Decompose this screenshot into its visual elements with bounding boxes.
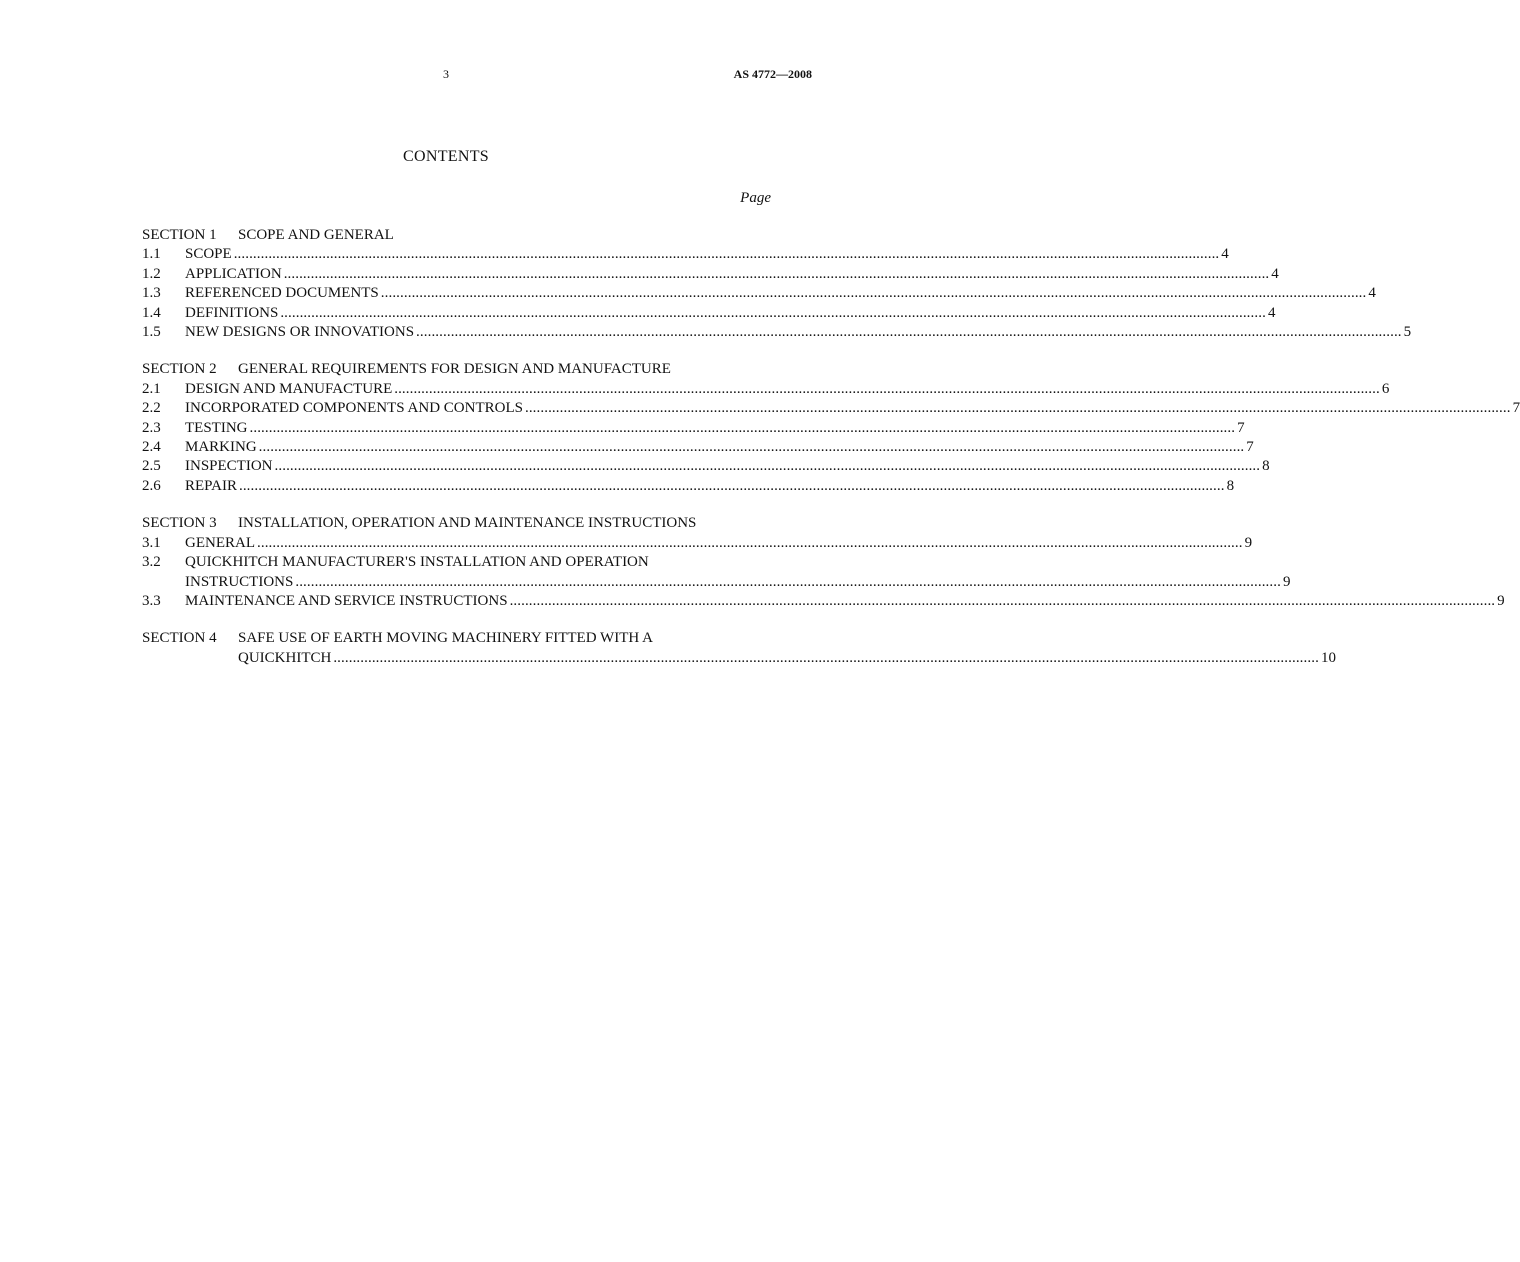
entry-page: 9 [1244,534,1253,551]
entry-number: 2.1 [142,380,161,397]
entry-title: DEFINITIONS [185,304,279,321]
entry-page: 6 [1381,380,1390,397]
dot-leader [284,265,1270,284]
section-heading [142,514,772,533]
entry-page: 7 [1246,439,1254,456]
entry-title: REFERENCED DOCUMENTS [185,285,379,302]
dot-leader [510,592,1496,611]
entry-title: INSPECTION [185,458,273,475]
toc-entry[interactable] [142,304,1276,323]
section-label: SECTION 2 [142,361,217,378]
toc-entry[interactable] [142,534,1253,553]
section-label: SECTION 1 [142,227,217,243]
entry-number: 1.5 [142,324,161,341]
dot-leader [333,649,1319,668]
entry-number: 1.1 [142,246,161,263]
toc-entry[interactable] [142,323,1412,342]
toc-entry[interactable] [142,265,1279,284]
toc-section-4[interactable] [142,629,1336,668]
entry-page: 8 [1226,477,1235,494]
section-title: INSTALLATION, OPERATION AND MAINTENANCE INSTRUCTIONS [238,515,697,532]
entry-title: NEW DESIGNS OR INNOVATIONS [185,324,415,341]
entry-number: 2.2 [142,400,161,417]
document-id: AS 4772—2008 [733,67,812,81]
entry-title-line-1: QUICKHITCH MANUFACTURER'S INSTALLATION AND OPERATION [185,554,649,571]
page-number: 3 [443,67,449,81]
entry-number: 3.3 [142,592,161,609]
toc-entry[interactable] [142,592,1505,611]
entry-number: 1.3 [142,285,161,302]
entry-title: APPLICATION [185,265,282,282]
entry-page: 7 [1512,400,1520,417]
contents-title: CONTENTS [403,148,489,165]
toc-entry[interactable] [142,419,1245,438]
toc-entry[interactable] [142,245,1229,264]
section-label: SECTION 3 [142,515,217,532]
entry-page: 4 [1267,304,1276,321]
toc-entry[interactable] [142,399,1520,418]
entry-number: 3.1 [142,534,161,551]
entry-title: INCORPORATED COMPONENTS AND CONTROLS [185,400,523,417]
entry-number: 2.4 [142,439,161,456]
dot-leader [394,380,1380,399]
toc-section-1 [142,226,1412,342]
entry-number: 1.4 [142,304,161,321]
toc-entry[interactable] [142,380,1390,399]
dot-leader [239,477,1225,496]
entry-title: DESIGN AND MANUFACTURE [185,380,393,397]
section-heading [142,360,772,379]
section-heading [142,629,772,648]
entry-title: SCOPE [185,246,232,263]
toc-entry[interactable] [142,457,1270,476]
dot-leader [250,419,1236,438]
entry-page: 9 [1282,573,1291,590]
dot-leader [280,304,1266,323]
entry-title: REPAIR [185,477,237,494]
dot-leader [295,573,1281,592]
entry-title: MAINTENANCE AND SERVICE INSTRUCTIONS [185,592,508,609]
entry-number: 2.3 [142,419,161,436]
entry-title: GENERAL [185,534,255,551]
toc-entry[interactable] [142,553,1291,592]
entry-title: MARKING [185,439,257,456]
dot-leader [381,284,1367,303]
section-title: SCOPE AND GENERAL [238,227,394,243]
entry-page: 4 [1271,265,1279,282]
entry-number: 2.5 [142,458,161,475]
section-label: SECTION 4 [142,630,217,647]
dot-leader [416,323,1402,342]
entry-title-line-2: INSTRUCTIONS [185,573,294,590]
entry-page: 10 [1320,649,1336,666]
section-heading [142,226,772,245]
toc-section-3 [142,514,1505,611]
entry-page: 9 [1497,592,1505,609]
section-title: GENERAL REQUIREMENTS FOR DESIGN AND MANUFACTURE [238,361,671,378]
toc-entry[interactable] [142,438,1254,457]
entry-number: 1.2 [142,265,161,282]
entry-page: 4 [1221,246,1229,263]
table-of-contents [142,226,1520,686]
entry-page: 5 [1403,324,1412,341]
section-title-line-1: SAFE USE OF EARTH MOVING MACHINERY FITTED WITH A [238,630,653,647]
entry-title: TESTING [185,419,248,436]
entry-number: 2.6 [142,477,161,494]
dot-leader [525,399,1511,418]
toc-section-2 [142,360,1520,496]
toc-entry[interactable] [142,477,1235,496]
entry-page: 7 [1237,419,1245,436]
entry-page: 8 [1262,458,1270,475]
entry-number: 3.2 [142,554,161,571]
toc-entry[interactable] [142,284,1376,303]
section-title-line-2: QUICKHITCH [238,649,332,666]
dot-leader [234,245,1220,264]
entry-page: 4 [1368,285,1376,302]
page-column-label: Page [740,190,771,206]
dot-leader [257,534,1243,553]
dot-leader [275,457,1261,476]
dot-leader [259,438,1245,457]
